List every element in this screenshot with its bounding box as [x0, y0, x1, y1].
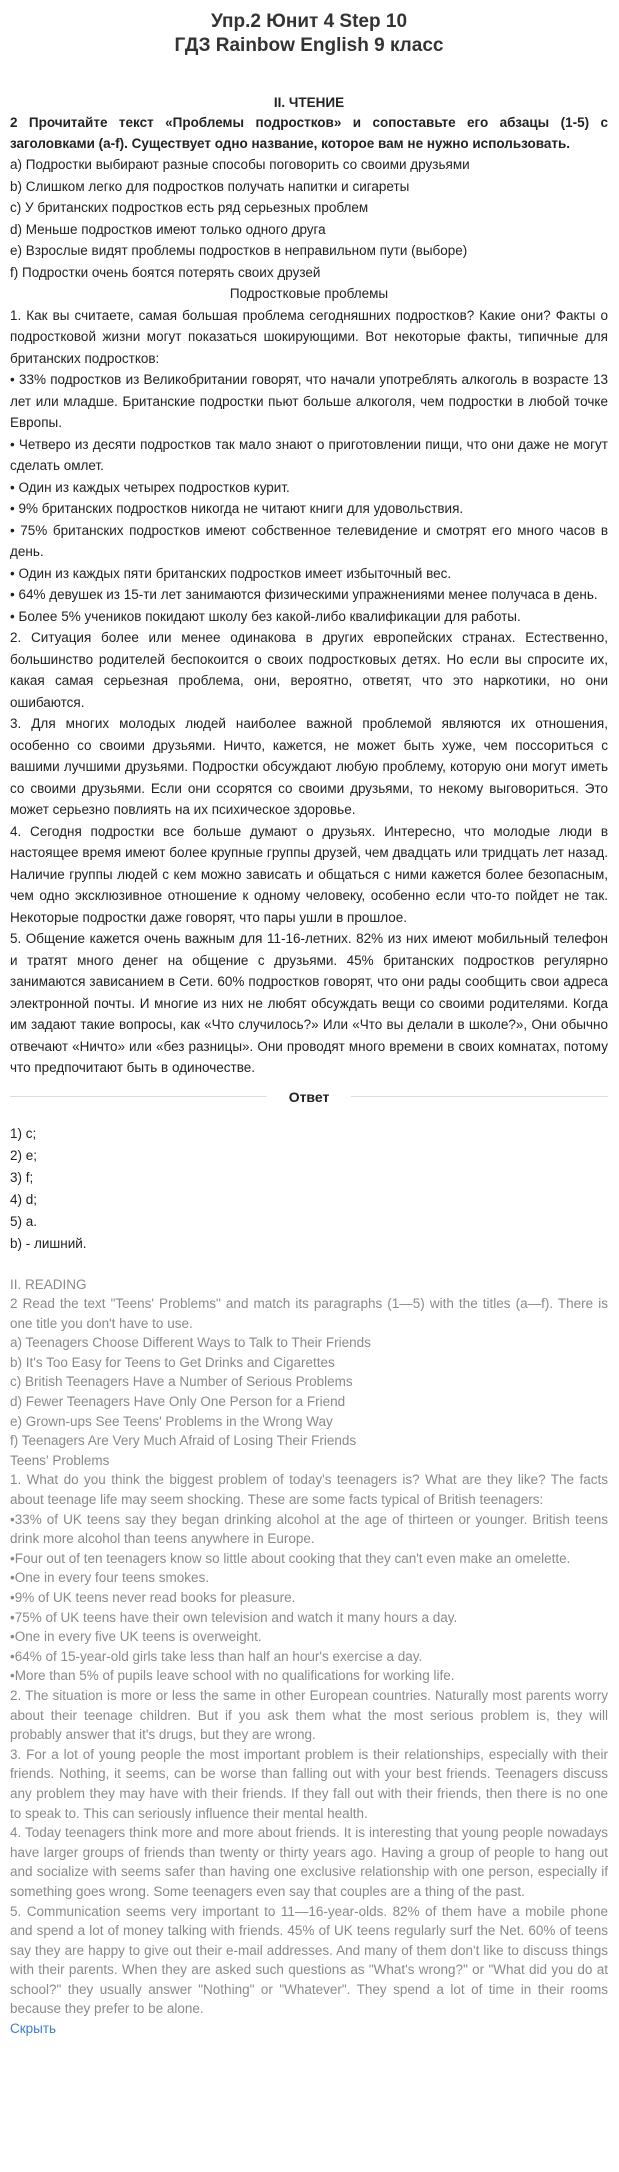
- answer-item: b) - лишний.: [10, 1235, 87, 1251]
- answer-item: 2) e;: [10, 1147, 38, 1163]
- fact-item: • Четверо из десяти подростков так мало знают о приготовлении пищи, что они даже не могут сделать омлет.: [10, 436, 608, 473]
- heading-option-d-en: d) Fewer Teenagers Have Only One Person for a Friend: [10, 1394, 346, 1410]
- heading-option-a: a) Подростки выбирают разные способы поговорить со своими друзьями: [10, 157, 470, 172]
- fact-item-en: •33% of UK teens say they began drinking alcohol at the age of thirteen or younger. British teens drink more alcohol than teens anywhere in Europe.: [10, 1511, 608, 1547]
- page-title: [10, 10, 608, 58]
- fact-item-en: •64% of 15-year-old girls take less than half an hour's exercise a day.: [10, 1648, 423, 1664]
- heading-option-f: f) Подростки очень боятся потерять своих друзей: [10, 264, 321, 280]
- heading-option-b: b) Слишком легко для подростков получать напитки и сигареты: [10, 178, 410, 194]
- fact-item-en: •One in every four teens smokes.: [10, 1570, 210, 1586]
- answer-list: [10, 1123, 608, 1255]
- heading-option-e-en: e) Grown-ups See Teens' Problems in the Wrong Way: [10, 1413, 333, 1429]
- heading-option-d: d) Меньше подростков имеют только одного друга: [10, 221, 326, 237]
- paragraph: 2. Ситуация более или менее одинакова в других европейских странах. Естественно, большинство родителей беспокоится о своих подростковых детях. Но если вы спросите их, какая самая серьезная проблема, они, вероятно, ответят, что это наркотики, но они ошибаются.: [10, 630, 608, 710]
- fact-item: • Один из каждых четырех подростков курит.: [10, 479, 290, 495]
- paragraph-en: 1. What do you think the biggest problem of today's teenagers is? What are they like? The facts about teenage life may seem shocking. These are some facts typical of British teenagers:: [10, 1472, 608, 1508]
- english-section: [10, 1275, 608, 2040]
- task-instruction-en: 2 Read the text "Teens' Problems" and match its paragraphs (1—5) with the titles (a—f). There is one title you don't have to use.: [10, 1296, 608, 1331]
- divider-line-left: [10, 1096, 267, 1097]
- fact-item-en: •75% of UK teens have their own television and watch it many hours a day.: [10, 1609, 458, 1625]
- fact-item: • 33% подростков из Великобритании говорят, что начали употреблять алкоголь в возрасте 13 лет или младше. Британские подростки пьют больше алкоголя, чем подростки в любой точке Европы.: [10, 372, 608, 430]
- text-title-en: Teens' Problems: [10, 1452, 110, 1468]
- paragraph: 4. Сегодня подростки все больше думают о друзьях. Интересно, что молодые люди в настоящее время имеют более крупные группы друзей, чем двадцать или тридцать лет назад. Наличие группы людей с кем можно зависать и общаться с ними кажется более безопасным, чем одно эксклюзивное отношение к одному человеку, особенно если что-то пойдет не так. Некоторые подростки даже говорят, что пары ушли в прошлое.: [10, 823, 608, 925]
- text-title: Подростковые проблемы: [229, 286, 389, 301]
- task-instruction: 2 Прочитайте текст «Проблемы подростков» и сопоставьте его абзацы (1-5) с заголовками (a-f). Существует одно название, которое вам не нужно использовать.: [10, 115, 608, 151]
- answer-item: 3) f;: [10, 1169, 34, 1185]
- heading-option-c-en: c) British Teenagers Have a Number of Serious Problems: [10, 1374, 353, 1390]
- fact-item-en: •One in every five UK teens is overweight.: [10, 1629, 262, 1645]
- fact-item-en: •More than 5% of pupils leave school with no qualifications for working life.: [10, 1668, 455, 1684]
- fact-item: • 64% девушек из 15-ти лет занимаются физическими упражнениями менее получаса в день.: [10, 587, 598, 602]
- paragraph: 1. Как вы считаете, самая большая проблема сегодняшних подростков? Какие они? Факты о подростковой жизни могут показаться шокирующими. Вот некоторые факты, типичные для британских подростков:: [10, 307, 608, 366]
- divider-line-right: [351, 1096, 608, 1097]
- answer-divider: [10, 1089, 608, 1105]
- section-heading-en: II. READING: [10, 1276, 87, 1292]
- paragraph-en: 5. Communication seems very important to 11—16-year-olds. 82% of them have a mobile phone and spend a lot of money talking with friends. 45% of UK teens regularly surf the Net. 60% of teens say they are happy to give out their e-mail addresses. And many of them don't like to discuss things with their parents. When they are asked such questions as "What's wrong?" or "What did you do at school?" they usually answer "Nothing" or "Whatever". They spend a lot of time in their rooms because they prefer to be alone.: [10, 1903, 608, 2017]
- paragraph-en: 3. For a lot of young people the most important problem is their relationships, especially with their friends. Nothing, it seems, can be worse than falling out with your best friends. Teenagers discuss any problem they may have with their friends. If they fall out with their friends, then there is no one to speak to. This can seriously influence their mental health.: [10, 1746, 608, 1821]
- heading-option-e: e) Взрослые видят проблемы подростков в неправильном пути (выборе): [10, 243, 468, 258]
- paragraph: 5. Общение кажется очень важным для 11-16-летних. 82% из них имеют мобильный телефон и тратят много денег на общение с друзьями. 45% британских подростков регулярно занимаются зависанием в Сети. 60% подростков говорят, что они рады сообщить свои адреса электронной почты. И многие из них не любят обсуждать вещи со своими родителями. Когда им задают такие вопросы, как «Что случилось?» Или «Что вы делали в школе?», Они обычно отвечают «Ничто» или «без разницы». Они проводят много времени в своих комнатах, потому что предпочитают быть в одиночестве.: [10, 931, 608, 1075]
- fact-item: • 75% британских подростков имеют собственное телевидение и смотрят его много часов в день.: [10, 522, 608, 559]
- paragraph-en: 2. The situation is more or less the same in other European countries. Naturally most parents worry about their teenage children. But if you ask them what the most serious problem is, they will probably answer that it's drugs, but they are wrong.: [10, 1687, 608, 1743]
- hide-link[interactable]: Скрыть: [10, 2021, 57, 2037]
- page-title-line-2: ГДЗ Rainbow English 9 класс: [174, 35, 444, 56]
- fact-item: • Более 5% учеников покидают школу без какой-либо квалификации для работы.: [10, 608, 521, 624]
- heading-option-b-en: b) It's Too Easy for Teens to Get Drinks and Cigarettes: [10, 1354, 335, 1370]
- answer-label: Ответ: [288, 1088, 330, 1105]
- page-title-line-1: Упр.2 Юнит 4 Step 10: [210, 11, 408, 32]
- paragraph: 3. Для многих молодых людей наиболее важной проблемой являются их отношения, особенно со своими друзьями. Ничто, кажется, не может быть хуже, чем поссориться с вашими лучшими друзьями. Подростки обсуждают любую проблему, которую они могут иметь со своими друзьями. Если они ссорятся со своими друзьями, то некому выговориться. Это может серьезно повлиять на их психическое здоровье.: [10, 716, 608, 817]
- answer-item: 1) c;: [10, 1125, 37, 1141]
- fact-item-en: •Four out of ten teenagers know so little about cooking that they can't even make an omelette.: [10, 1550, 571, 1566]
- section-heading: II. ЧТЕНИЕ: [273, 95, 345, 110]
- answer-item: 4) d;: [10, 1191, 38, 1207]
- paragraph-en: 4. Today teenagers think more and more about friends. It is interesting that young people nowadays have larger groups of friends than twenty or thirty years ago. Having a group of people to hang out and socialize with seems safer than having one exclusive relationship with one person, especially if something goes wrong. Some teenagers even say that couples are a thing of the past.: [10, 1825, 608, 1899]
- fact-item: • Один из каждых пяти британских подростков имеет избыточный вес.: [10, 565, 452, 581]
- heading-option-c: c) У британских подростков есть ряд серьезных проблем: [10, 200, 369, 215]
- answer-item: 5) a.: [10, 1213, 38, 1229]
- fact-item: • 9% британских подростков никогда не читают книги для удовольствия.: [10, 501, 464, 516]
- heading-option-f-en: f) Teenagers Are Very Much Afraid of Losing Their Friends: [10, 1433, 357, 1449]
- russian-section: [10, 94, 608, 1079]
- fact-item-en: •9% of UK teens never read books for pleasure.: [10, 1590, 296, 1605]
- heading-option-a-en: a) Teenagers Choose Different Ways to Talk to Their Friends: [10, 1335, 371, 1351]
